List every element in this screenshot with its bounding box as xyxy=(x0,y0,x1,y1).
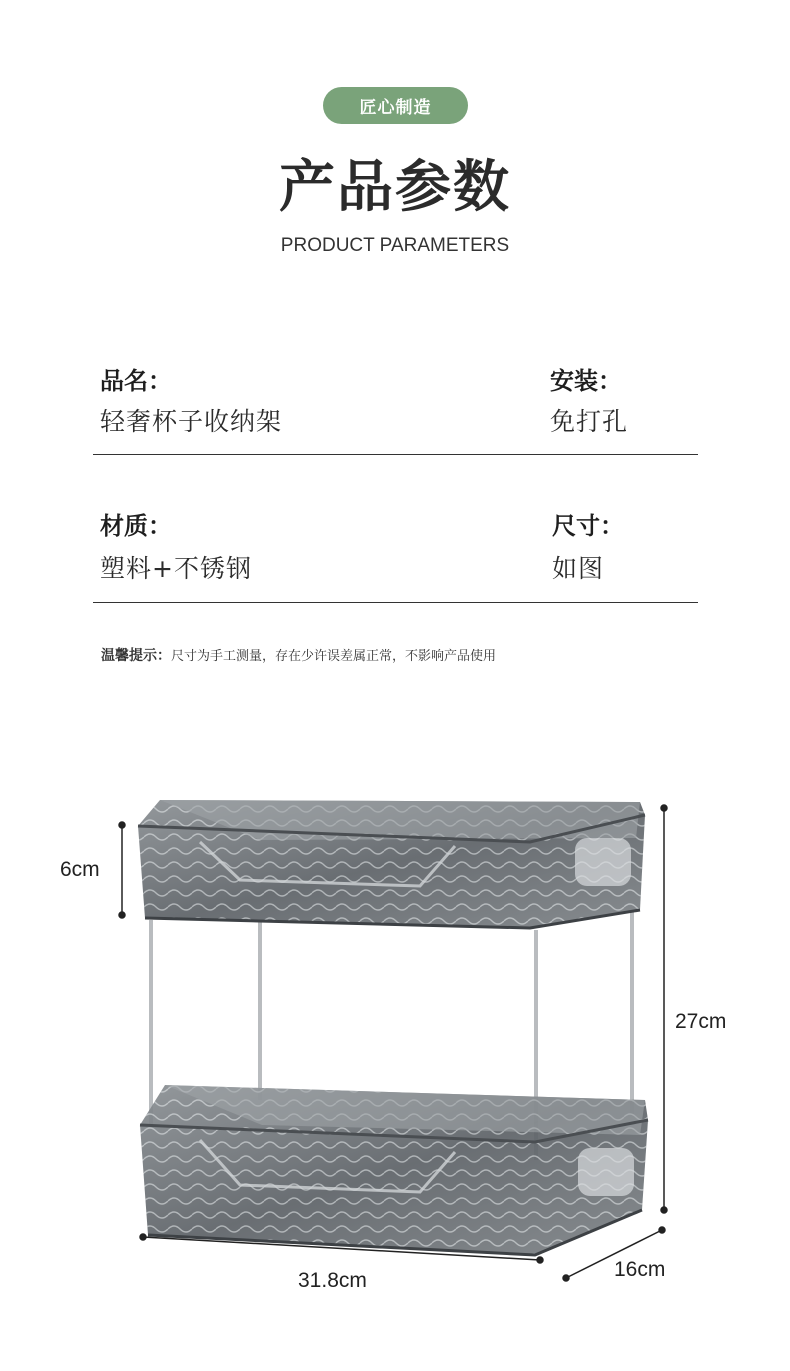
material-value: 塑料+不锈钢 xyxy=(100,554,252,583)
size-label: 尺寸： xyxy=(552,512,624,540)
install-label: 安装： xyxy=(550,367,622,395)
install-value: 免打孔 xyxy=(550,407,629,436)
lower-tray xyxy=(140,1085,648,1255)
width-label: 16cm xyxy=(614,1258,666,1281)
page-title: 产品参数 xyxy=(279,155,511,220)
tip-text: 尺寸为手工测量，存在少许误差属正常，不影响产品使用 xyxy=(171,649,497,664)
brand-badge: 匠心制造 xyxy=(323,87,468,124)
name-value: 轻奢杯子收纳架 xyxy=(100,407,283,436)
page-subtitle: PRODUCT PARAMETERS xyxy=(280,235,510,256)
tip-note xyxy=(101,645,496,665)
material-label: 材质： xyxy=(100,512,172,540)
divider xyxy=(93,602,698,603)
name-label: 品名： xyxy=(100,367,172,395)
upper-tray xyxy=(138,800,645,928)
divider xyxy=(93,454,698,455)
product-photo xyxy=(0,760,790,1360)
length-label: 31.8cm xyxy=(298,1269,367,1292)
tip-label: 温馨提示： xyxy=(101,648,171,664)
size-value: 如图 xyxy=(552,554,605,583)
total-height-label: 27cm xyxy=(675,1010,727,1033)
tray-height-label: 6cm xyxy=(60,858,100,881)
